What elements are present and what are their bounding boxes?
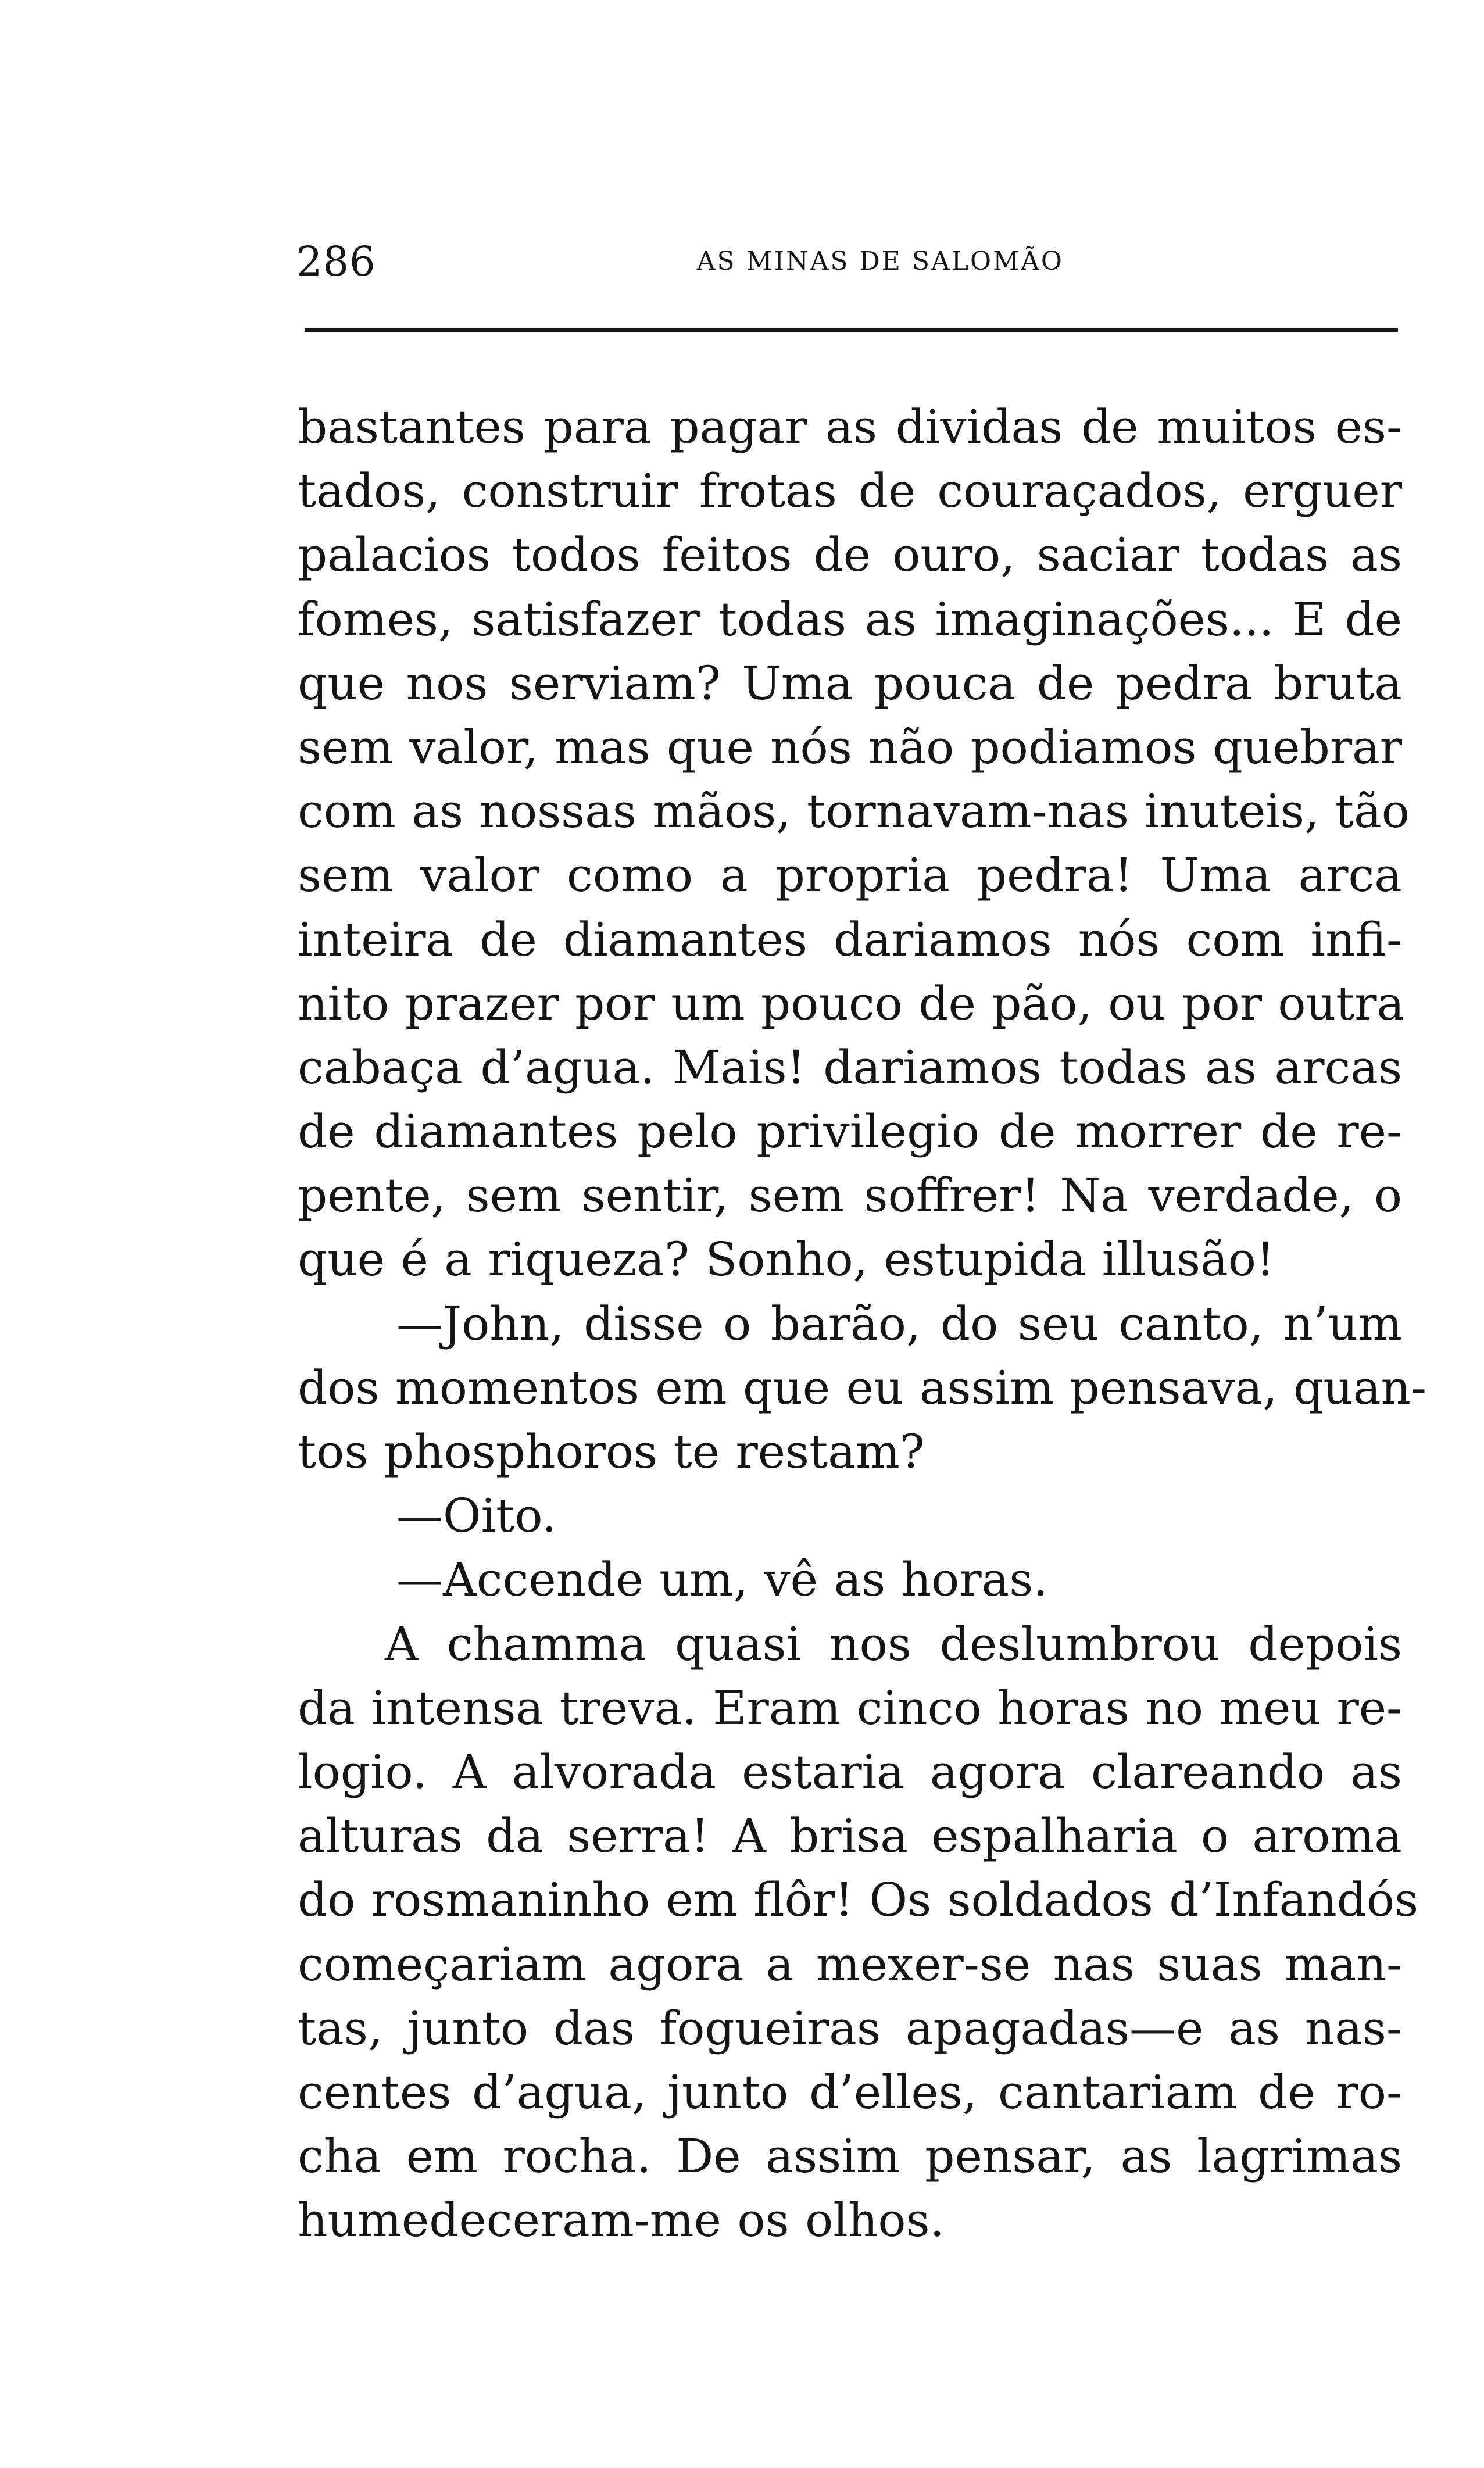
text-line: nito prazer por um pouco de pão, ou por outra xyxy=(298,976,1405,1031)
body-text xyxy=(298,395,1427,2252)
text-line: de diamantes pelo privilegio de morrer de re- xyxy=(298,1104,1402,1159)
dialogue-line: —Oito. xyxy=(396,1489,557,1543)
text-line: inteira de diamantes dariamos nós com infi- xyxy=(298,912,1402,967)
text-line: que é a riqueza? Sonho, estupida illusão! xyxy=(298,1232,1275,1287)
text-line: tados, construir frotas de couraçados, erguer xyxy=(298,464,1402,518)
running-title: AS MINAS DE SALOMÃO xyxy=(696,246,1064,276)
text-line: tas, junto das fogueiras apagadas—e as nas- xyxy=(298,2001,1402,2055)
text-line: centes d’agua, junto d’elles, cantariam de ro- xyxy=(298,2065,1402,2119)
page-number: 286 xyxy=(296,238,376,285)
text-line: do rosmaninho em flôr! Os soldados d’Infandós xyxy=(298,1873,1419,1927)
text-line: sem valor, mas que nós não podiamos quebrar xyxy=(298,720,1402,774)
text-line: cabaça d’agua. Mais! dariamos todas as arcas xyxy=(298,1040,1402,1094)
paragraph-start-line: A chamma quasi nos deslumbrou depois xyxy=(385,1616,1402,1671)
text-line: humedeceram-me os olhos. xyxy=(298,2193,945,2248)
text-line: fomes, satisfazer todas as imaginações... E de xyxy=(298,592,1402,646)
text-line: dos momentos em que eu assim pensava, quan- xyxy=(298,1360,1427,1415)
dialogue-line: —Accende um, vê as horas. xyxy=(396,1553,1048,1607)
text-line: palacios todos feitos de ouro, saciar todas as xyxy=(298,528,1402,582)
text-line: logio. A alvorada estaria agora clareando as xyxy=(298,1744,1402,1799)
text-line: da intensa treva. Eram cinco horas no meu re- xyxy=(298,1680,1403,1735)
text-line: sem valor como a propria pedra! Uma arca xyxy=(298,848,1402,903)
text-line: bastantes para pagar as dividas de muitos es- xyxy=(298,400,1402,454)
text-line: pente, sem sentir, sem soffrer! Na verdade, o xyxy=(298,1168,1402,1223)
text-line: tos phosphoros te restam? xyxy=(298,1425,925,1479)
dialogue-line: —John, disse o barão, do seu canto, n’um xyxy=(396,1296,1402,1351)
running-head xyxy=(296,230,1395,294)
text-line: começariam agora a mexer-se nas suas man- xyxy=(298,1937,1402,1991)
text-line: alturas da serra! A brisa espalharia o aroma xyxy=(298,1809,1402,1863)
text-line: com as nossas mãos, tornavam-nas inuteis, tão xyxy=(298,784,1410,839)
text-line: que nos serviam? Uma pouca de pedra bruta xyxy=(298,656,1402,710)
header-rule xyxy=(305,328,1398,332)
text-line: cha em rocha. De assim pensar, as lagrimas xyxy=(298,2129,1402,2184)
